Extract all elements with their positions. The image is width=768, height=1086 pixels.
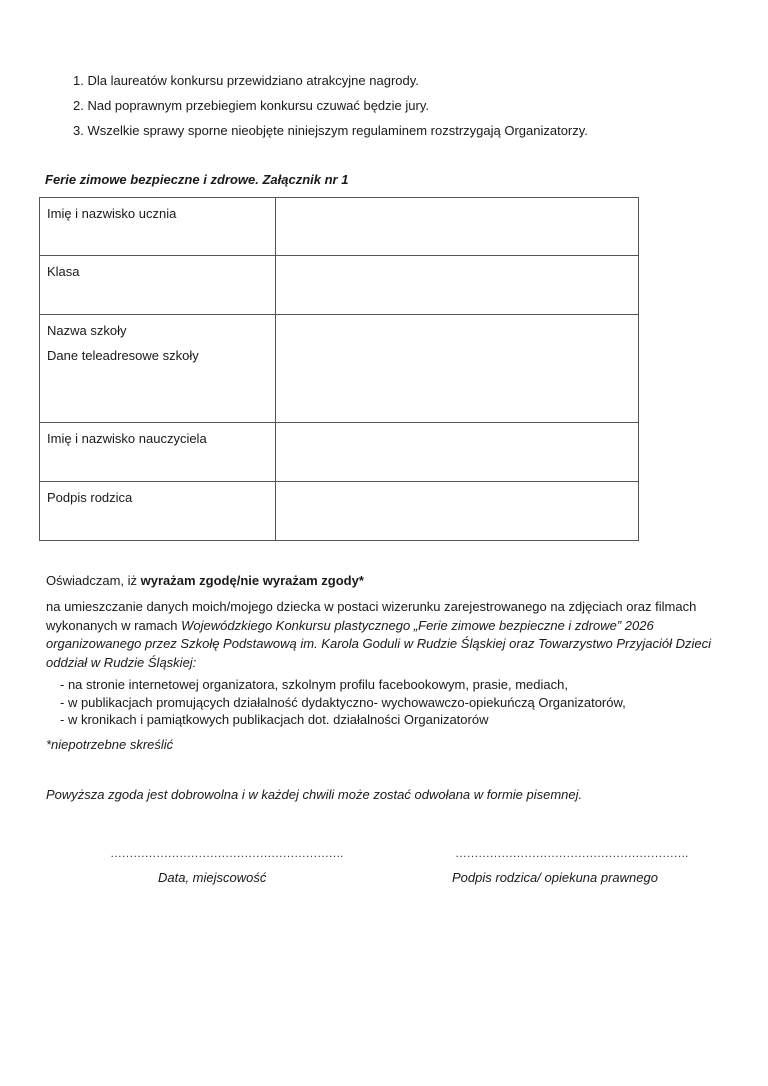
field-label	[40, 198, 276, 256]
field-label	[40, 315, 276, 423]
field-label	[40, 423, 276, 482]
consent-paragraph	[46, 598, 726, 672]
voluntary-notice: Powyższa zgoda jest dobrowolna i w każdej chwili może zostać odwołana w formie pisemnej.	[46, 787, 583, 802]
guardian-signature-line[interactable]: …………………………………………………….	[455, 846, 688, 860]
teacher-name-field[interactable]	[276, 423, 639, 482]
rule-item: 3. Wszelkie sprawy sporne nieobjęte niniejszym regulaminem rozstrzygają Organizatorzy.	[73, 123, 588, 138]
rule-item: 1. Dla laureatów konkursu przewidziano atrakcyjne nagrody.	[73, 73, 419, 88]
form-title: Ferie zimowe bezpieczne i zdrowe. Załącznik nr 1	[45, 172, 349, 187]
entry-form-table	[39, 197, 639, 541]
student-name-field[interactable]	[276, 198, 639, 256]
consent-line	[46, 654, 726, 673]
organizer-text: organizowanego przez Szkołę Podstawową im. Karola Goduli w Rudzie Śląskiej oraz Towarzystwo Przyjaciół Dzieci	[46, 636, 711, 651]
field-label-text: Imię i nazwisko ucznia	[47, 206, 177, 221]
field-label	[40, 256, 276, 315]
table-row	[40, 198, 639, 256]
table-row	[40, 256, 639, 315]
guardian-signature-label: Podpis rodzica/ opiekuna prawnego	[452, 870, 658, 885]
field-label-text: Dane teleadresowe szkoły	[47, 348, 199, 363]
contest-name: Wojewódzkiego Konkursu plastycznego „Ferie zimowe bezpieczne i zdrowe” 2026	[181, 617, 654, 633]
field-label-text: Podpis rodzica	[47, 490, 133, 505]
date-place-label: Data, miejscowość	[158, 870, 267, 885]
consent-line	[46, 617, 726, 636]
usage-item: - w kronikach i pamiątkowych publikacjach dot. działalności Organizatorów	[60, 712, 489, 727]
consent-line-text: wykonanych w ramach	[46, 617, 182, 633]
rules-list	[73, 71, 588, 146]
field-label-text: Klasa	[47, 264, 80, 279]
consent-intro: Oświadczam, iż	[46, 573, 141, 588]
footnote: *niepotrzebne skreślić	[46, 737, 174, 752]
parent-signature-field[interactable]	[276, 482, 639, 541]
organizer-text: oddział w Rudzie Śląskiej:	[46, 654, 197, 670]
consent-line	[46, 635, 726, 654]
date-place-line[interactable]: …………………………………………………….	[110, 846, 343, 860]
table-row	[40, 482, 639, 541]
table-row	[40, 315, 639, 423]
field-label-text: Nazwa szkoły	[47, 323, 127, 338]
school-details-field[interactable]	[276, 315, 639, 423]
field-label-text: Imię i nazwisko nauczyciela	[47, 431, 207, 446]
consent-statement	[46, 573, 364, 588]
usage-list	[60, 676, 626, 729]
table-row	[40, 423, 639, 482]
class-field[interactable]	[276, 256, 639, 315]
usage-item: - w publikacjach promujących działalność dydaktyczno- wychowawczo-opiekuńczą Organizatorów,	[60, 694, 626, 710]
rule-item: 2. Nad poprawnym przebiegiem konkursu czuwać będzie jury.	[73, 98, 429, 113]
usage-item: - na stronie internetowej organizatora, szkolnym profilu facebookowym, prasie, mediach,	[60, 677, 568, 692]
field-label	[40, 482, 276, 541]
consent-choice[interactable]: wyrażam zgodę/nie wyrażam zgody*	[140, 573, 364, 588]
consent-line: na umieszczanie danych moich/mojego dziecka w postaci wizerunku zarejestrowanego na zdjęciach oraz filmach	[46, 599, 697, 614]
